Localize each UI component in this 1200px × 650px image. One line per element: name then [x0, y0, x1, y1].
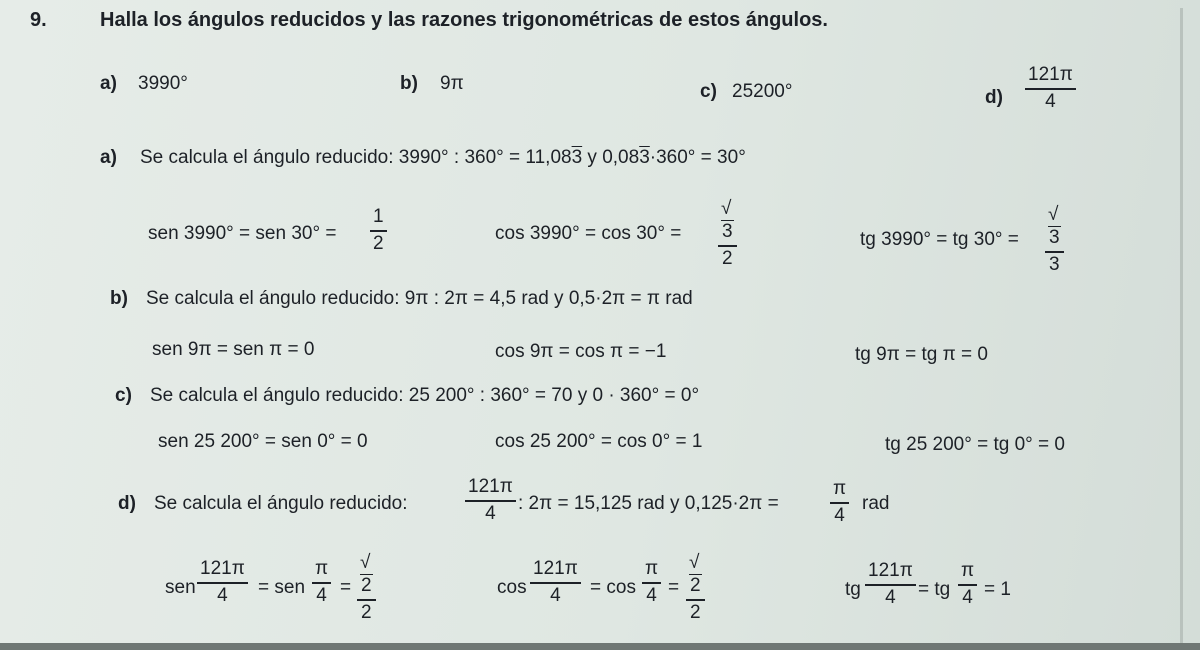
- item-d-fraction: [1025, 64, 1076, 113]
- solution-c-tg: tg 25 200° = tg 0° = 0: [885, 434, 1065, 455]
- solution-d-text-mid: : 2π = 15,125 rad y 0,125·2π =: [518, 493, 779, 514]
- solution-d-tg-pi-fraction: π 4: [958, 560, 977, 609]
- solution-c-label: c): [115, 385, 132, 406]
- solution-d-cos-eq2: =: [668, 577, 680, 598]
- page-border: [1180, 8, 1183, 644]
- solution-c-text: Se calcula el ángulo reducido: 25 200° : 360° = 70 y 0 · 360° = 0°: [150, 385, 700, 406]
- solution-d-cos-arg-fraction: 121π 4: [530, 558, 581, 607]
- solution-a-text: Se calcula el ángulo reducido: 3990° : 360° = 11,083 y 0,083·360° = 30°: [140, 147, 746, 168]
- solution-d-label: d): [118, 493, 136, 514]
- item-b-label: b): [400, 73, 418, 94]
- solution-a-cos-fraction: √ 3 2: [718, 198, 737, 270]
- solution-b-text: Se calcula el ángulo reducido: 9π : 2π = 4,5 rad y 0,5·2π = π rad: [146, 288, 693, 309]
- solution-d-cos-result: √ 2 2: [686, 552, 705, 624]
- solution-a-sen-fraction: 1 2: [370, 206, 387, 255]
- item-a-label: a): [100, 73, 117, 94]
- problem-statement: Halla los ángulos reducidos y las razones trigonométricas de estos ángulos.: [100, 9, 828, 31]
- solution-d-rad: rad: [862, 493, 890, 514]
- solution-d-sen-arg-fraction: 121π 4: [197, 558, 248, 607]
- item-a-value: 3990°: [138, 73, 188, 94]
- item-d-label: d): [985, 87, 1003, 108]
- solution-a-sen: sen 3990° = sen 30° =: [148, 223, 337, 244]
- item-d-numerator: 121π: [1028, 64, 1073, 85]
- solution-a-label: a): [100, 147, 117, 168]
- solution-d-cos-prefix: cos: [497, 577, 527, 598]
- solution-d-tg-prefix: tg: [845, 579, 861, 600]
- solution-d-sen-eq2: =: [340, 577, 352, 598]
- solution-d-tg-eq2: = 1: [984, 579, 1011, 600]
- solution-d-text: Se calcula el ángulo reducido:: [154, 493, 408, 514]
- solution-d-sen-result: √ 2 2: [357, 552, 376, 624]
- solution-c-cos: cos 25 200° = cos 0° = 1: [495, 431, 703, 452]
- solution-d-tg-eq1: = tg: [918, 579, 951, 600]
- item-c-label: c): [700, 81, 717, 102]
- solution-d-cos-eq1: = cos: [590, 577, 636, 598]
- solution-a-tg-fraction: √ 3 3: [1045, 204, 1064, 276]
- solution-d-sen-pi-fraction: π 4: [312, 558, 331, 607]
- solution-d-fraction: 121π 4: [465, 476, 516, 525]
- problem-number: 9.: [30, 9, 47, 31]
- item-b-value: 9π: [440, 73, 464, 94]
- item-c-value: 25200°: [732, 81, 793, 102]
- solution-a-tg: tg 3990° = tg 30° =: [860, 229, 1019, 250]
- solution-b-sen: sen 9π = sen π = 0: [152, 339, 315, 360]
- page-bottom-edge: [0, 643, 1200, 650]
- solution-d-pi-fraction: π 4: [830, 478, 849, 527]
- solution-d-cos-pi-fraction: π 4: [642, 558, 661, 607]
- solution-d-sen-prefix: sen: [165, 577, 196, 598]
- item-d-denominator: 4: [1045, 90, 1056, 112]
- solution-d-tg-arg-fraction: 121π 4: [865, 560, 916, 609]
- solution-a-cos: cos 3990° = cos 30° =: [495, 223, 682, 244]
- solution-b-tg: tg 9π = tg π = 0: [855, 344, 988, 365]
- solution-b-cos: cos 9π = cos π = −1: [495, 341, 667, 362]
- solution-c-sen: sen 25 200° = sen 0° = 0: [158, 431, 368, 452]
- solution-b-label: b): [110, 288, 128, 309]
- solution-d-sen-eq1: = sen: [258, 577, 306, 598]
